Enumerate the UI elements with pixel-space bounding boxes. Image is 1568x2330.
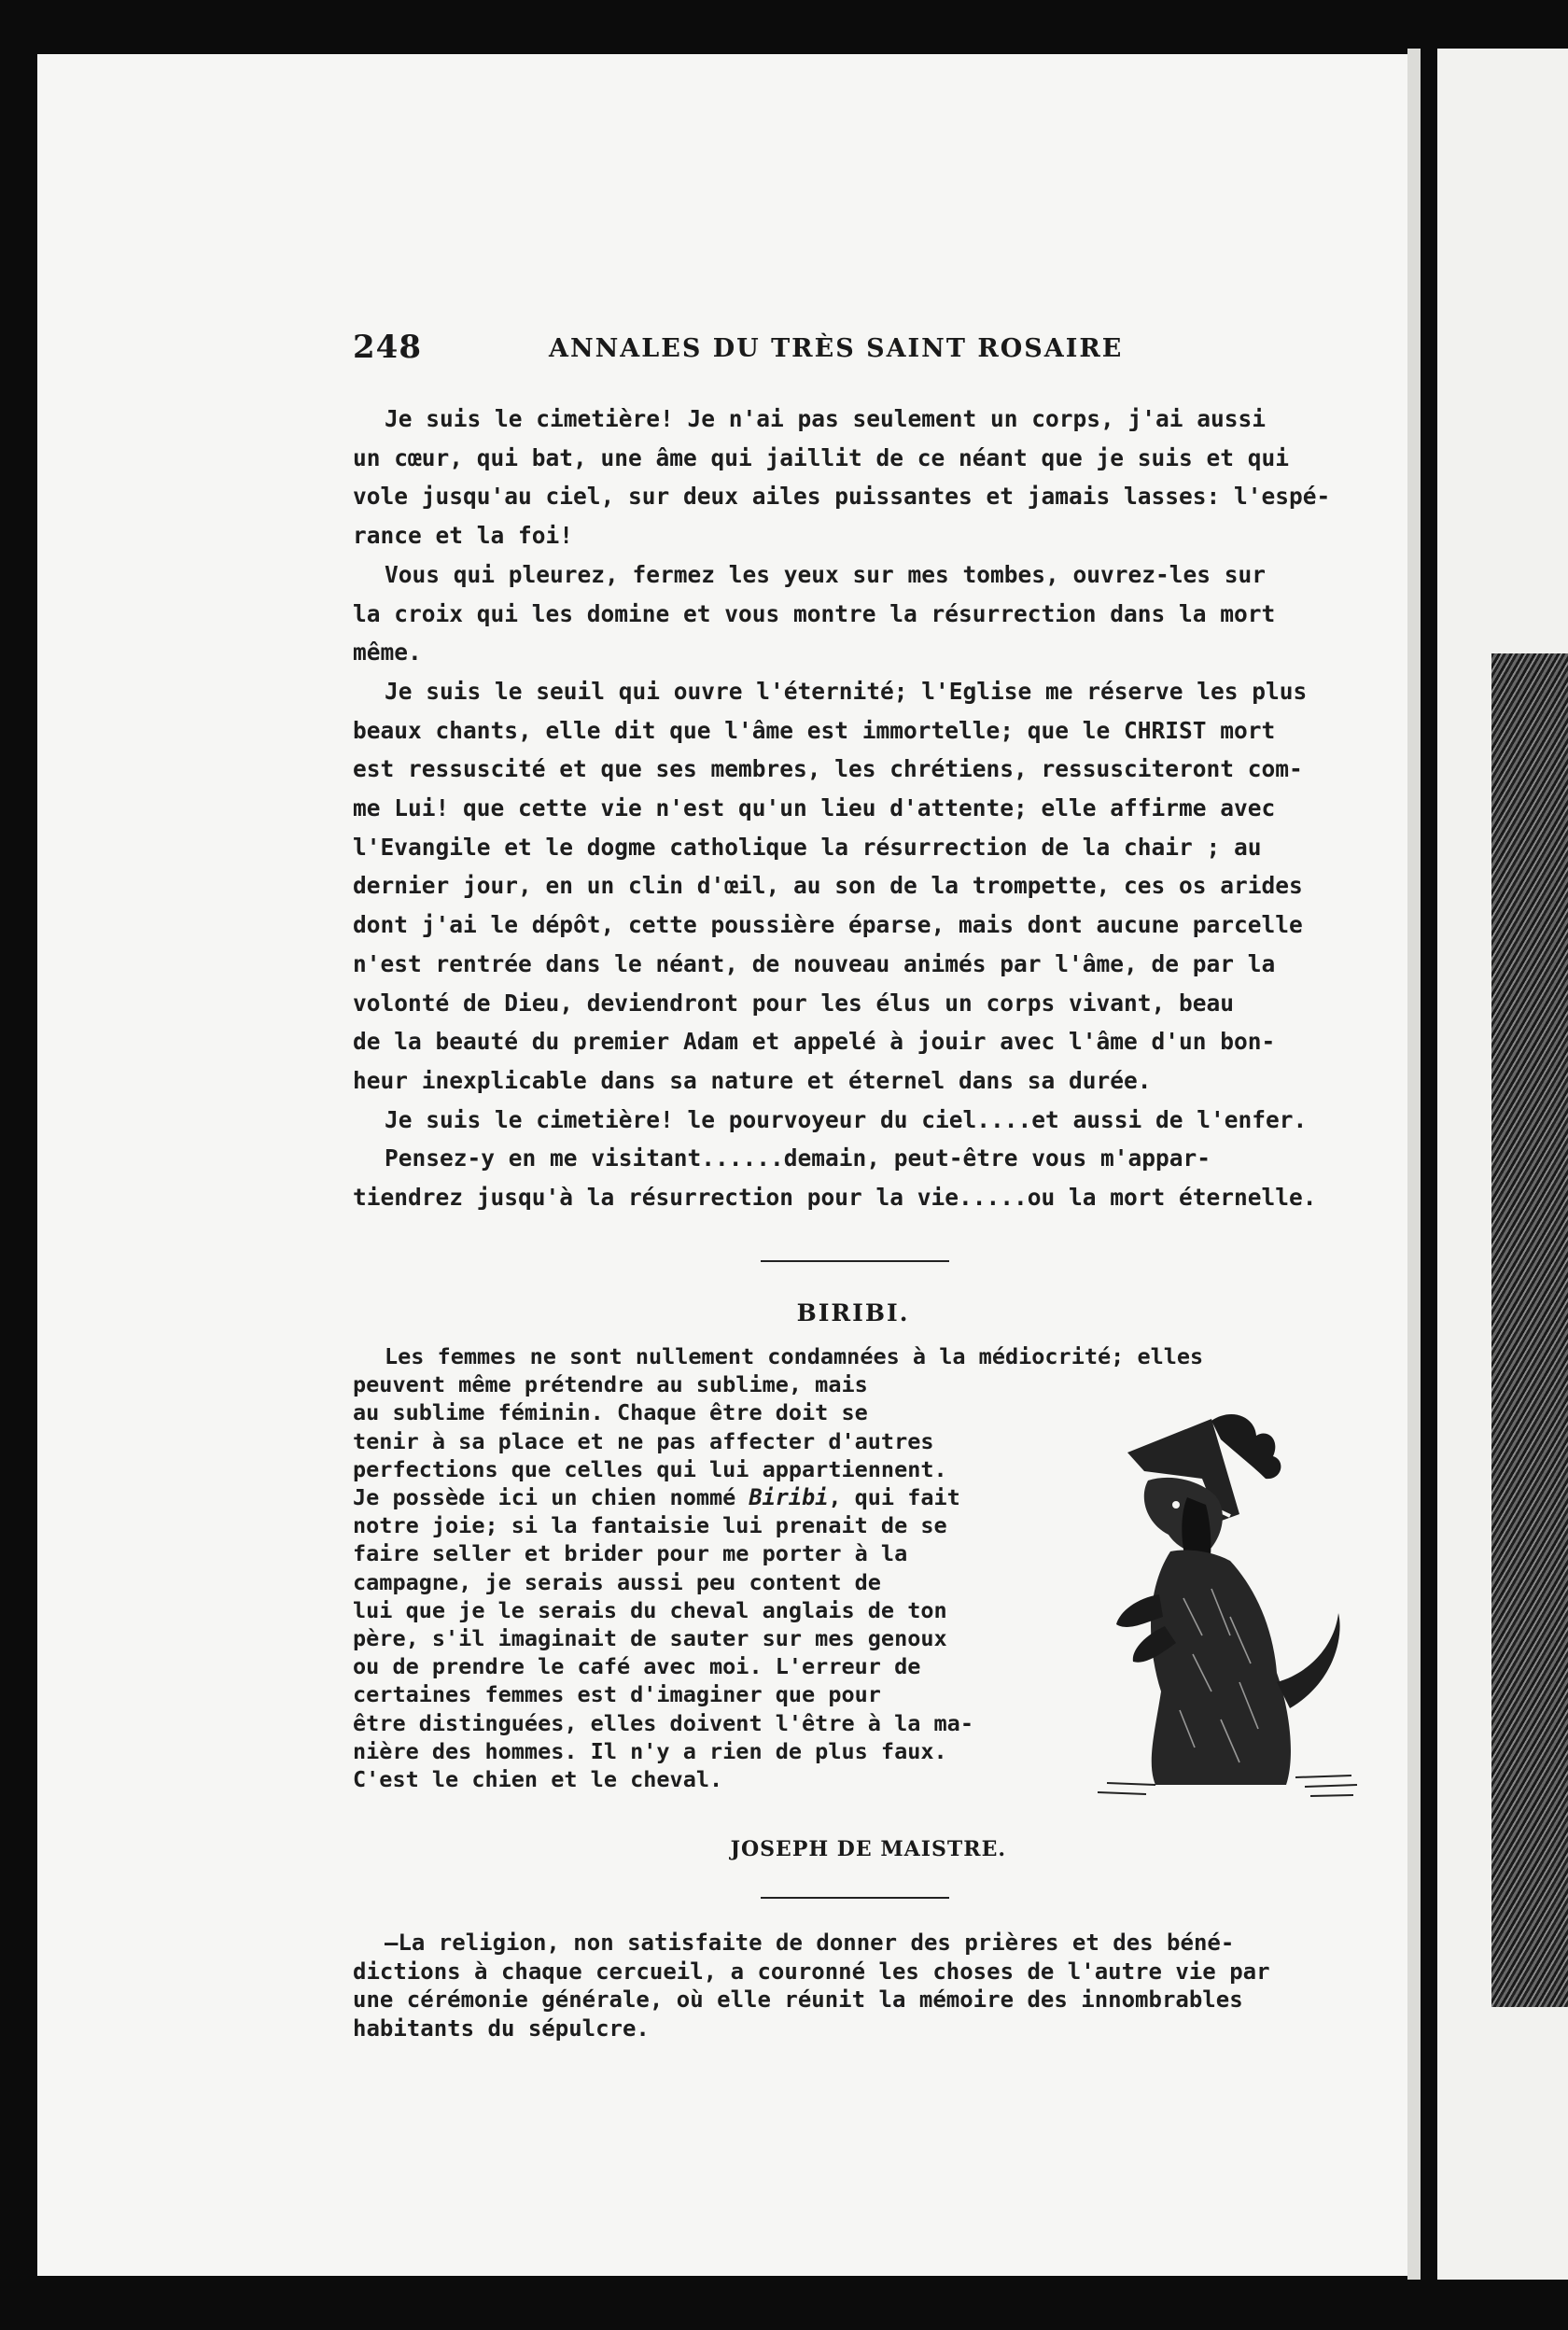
text-line: un cœur, qui bat, une âme qui jaillit de ce néant que je suis et qui <box>353 443 1290 471</box>
text-line: être distinguées, elles doivent l'être à la ma- <box>353 1709 973 1736</box>
text-line: faire seller et brider pour me porter à la <box>353 1540 908 1567</box>
running-title: ANNALES DU TRÈS SAINT ROSAIRE <box>549 334 1124 363</box>
text-line: la croix qui les domine et vous montre la résurrection dans la mort <box>353 599 1276 627</box>
text-line: Les femmes ne sont nullement condamnées à la médiocrité; elles <box>385 1343 1204 1369</box>
dog-tail <box>1277 1613 1340 1708</box>
page-number: 248 <box>353 329 422 366</box>
paragraph <box>353 400 1353 555</box>
text-line: Je suis le cimetière! le pourvoyeur du ciel....et aussi de l'enfer. <box>385 1105 1308 1133</box>
text-line: —La religion, non satisfaite de donner des prières et des béné- <box>385 1930 1235 1956</box>
text-line: Vous qui pleurez, fermez les yeux sur mes tombes, ouvrez-les sur <box>385 560 1267 588</box>
page-edge <box>1407 49 1421 2280</box>
text-line: peuvent même prétendre au sublime, mais <box>353 1371 868 1398</box>
text-line: n'est rentrée dans le néant, de nouveau animés par l'âme, de par la <box>353 949 1276 977</box>
section-divider <box>761 1260 949 1262</box>
text-line: tiendrez jusqu'à la résurrection pour la vie.....ou la mort éternelle. <box>353 1184 1317 1212</box>
text-line: Je suis le seuil qui ouvre l'éternité; l'Eglise me réserve les plus <box>385 677 1308 705</box>
text-line: habitants du sépulcre. <box>353 2014 650 2042</box>
article-title: BIRIBI. <box>796 1299 910 1326</box>
text-line: une cérémonie générale, où elle réunit la mémoire des innombrables <box>353 1986 1243 2013</box>
paragraph <box>353 672 1353 1101</box>
text-line: est ressuscité et que ses membres, les chrétiens, ressusciteront com- <box>353 755 1303 783</box>
dog-eye <box>1172 1501 1180 1509</box>
text-line: Pensez-y en me visitant......demain, peut-être vous m'appar- <box>385 1144 1211 1172</box>
text-line: tenir à sa place et ne pas affecter d'autres <box>353 1427 934 1454</box>
text-line: père, s'il imaginait de sauter sur mes genoux <box>353 1625 947 1652</box>
dog-body <box>1151 1550 1291 1785</box>
text-line: campagne, je serais aussi peu content de <box>353 1568 881 1595</box>
text-line: dernier jour, en un clin d'œil, au son de la trompette, ces os arides <box>353 872 1303 900</box>
text-line: Je suis le cimetière! Je n'ai pas seulement un corps, j'ai aussi <box>385 405 1267 432</box>
text-line <box>353 1483 1062 1511</box>
text-line: vole jusqu'au ciel, sur deux ailes puissantes et jamais lasses: l'espé- <box>353 483 1331 511</box>
text-line: dictions à chaque cercueil, a couronné les choses de l'autre vie par <box>353 1958 1270 1985</box>
text-line: notre joie; si la fantaisie lui prenait de se <box>353 1512 947 1539</box>
text-line: volonté de Dieu, deviendront pour les élus un corps vivant, beau <box>353 989 1235 1017</box>
paragraph <box>353 1139 1353 1216</box>
text-line: l'Evangile et le dogme catholique la résurrection de la chair ; au <box>353 833 1262 861</box>
text-fragment: , qui fait <box>828 1484 960 1511</box>
text-line: ou de prendre le café avec moi. L'erreur de <box>353 1653 921 1680</box>
text-line: C'est le chien et le cheval. <box>353 1766 723 1793</box>
dog-engraving <box>1090 1411 1361 1809</box>
signature: JOSEPH DE MAISTRE. <box>730 1837 1006 1861</box>
text-line: dont j'ai le dépôt, cette poussière éparse, mais dont aucune parcelle <box>353 911 1303 939</box>
closing-paragraph <box>353 1929 1353 2042</box>
text-line: certaines femmes est d'imaginer que pour <box>353 1681 881 1708</box>
cemetery-text <box>353 400 1353 1217</box>
text-line: rance et la foi! <box>353 522 574 550</box>
paragraph <box>353 1101 1353 1140</box>
text-line: au sublime féminin. Chaque être doit se <box>353 1399 868 1426</box>
dog-name: Biribi <box>749 1484 829 1511</box>
running-head <box>353 329 1165 366</box>
text-line: beaux chants, elle dit que l'âme est immortelle; que le CHRIST mort <box>353 716 1276 744</box>
text-fragment: Je possède ici un chien nommé <box>353 1484 749 1511</box>
paragraph <box>353 555 1353 672</box>
text-line: de la beauté du premier Adam et appelé à jouir avec l'âme d'un bon- <box>353 1028 1276 1056</box>
text-line: heur inexplicable dans sa nature et éternel dans sa durée. <box>353 1066 1152 1094</box>
section-divider <box>761 1897 949 1899</box>
wrapped-paragraph <box>353 1370 1062 1793</box>
text-line: lui que je le serais du cheval anglais de ton <box>353 1596 947 1623</box>
text-line: nière des hommes. Il n'y a rien de plus faux. <box>353 1737 947 1764</box>
text-line: me Lui! que cette vie n'est qu'un lieu d'attente; elle affirme avec <box>353 794 1276 822</box>
text-line: même. <box>353 639 422 667</box>
text-line: perfections que celles qui lui appartiennent. <box>353 1455 947 1482</box>
facing-page-engraving <box>1491 653 1568 2007</box>
